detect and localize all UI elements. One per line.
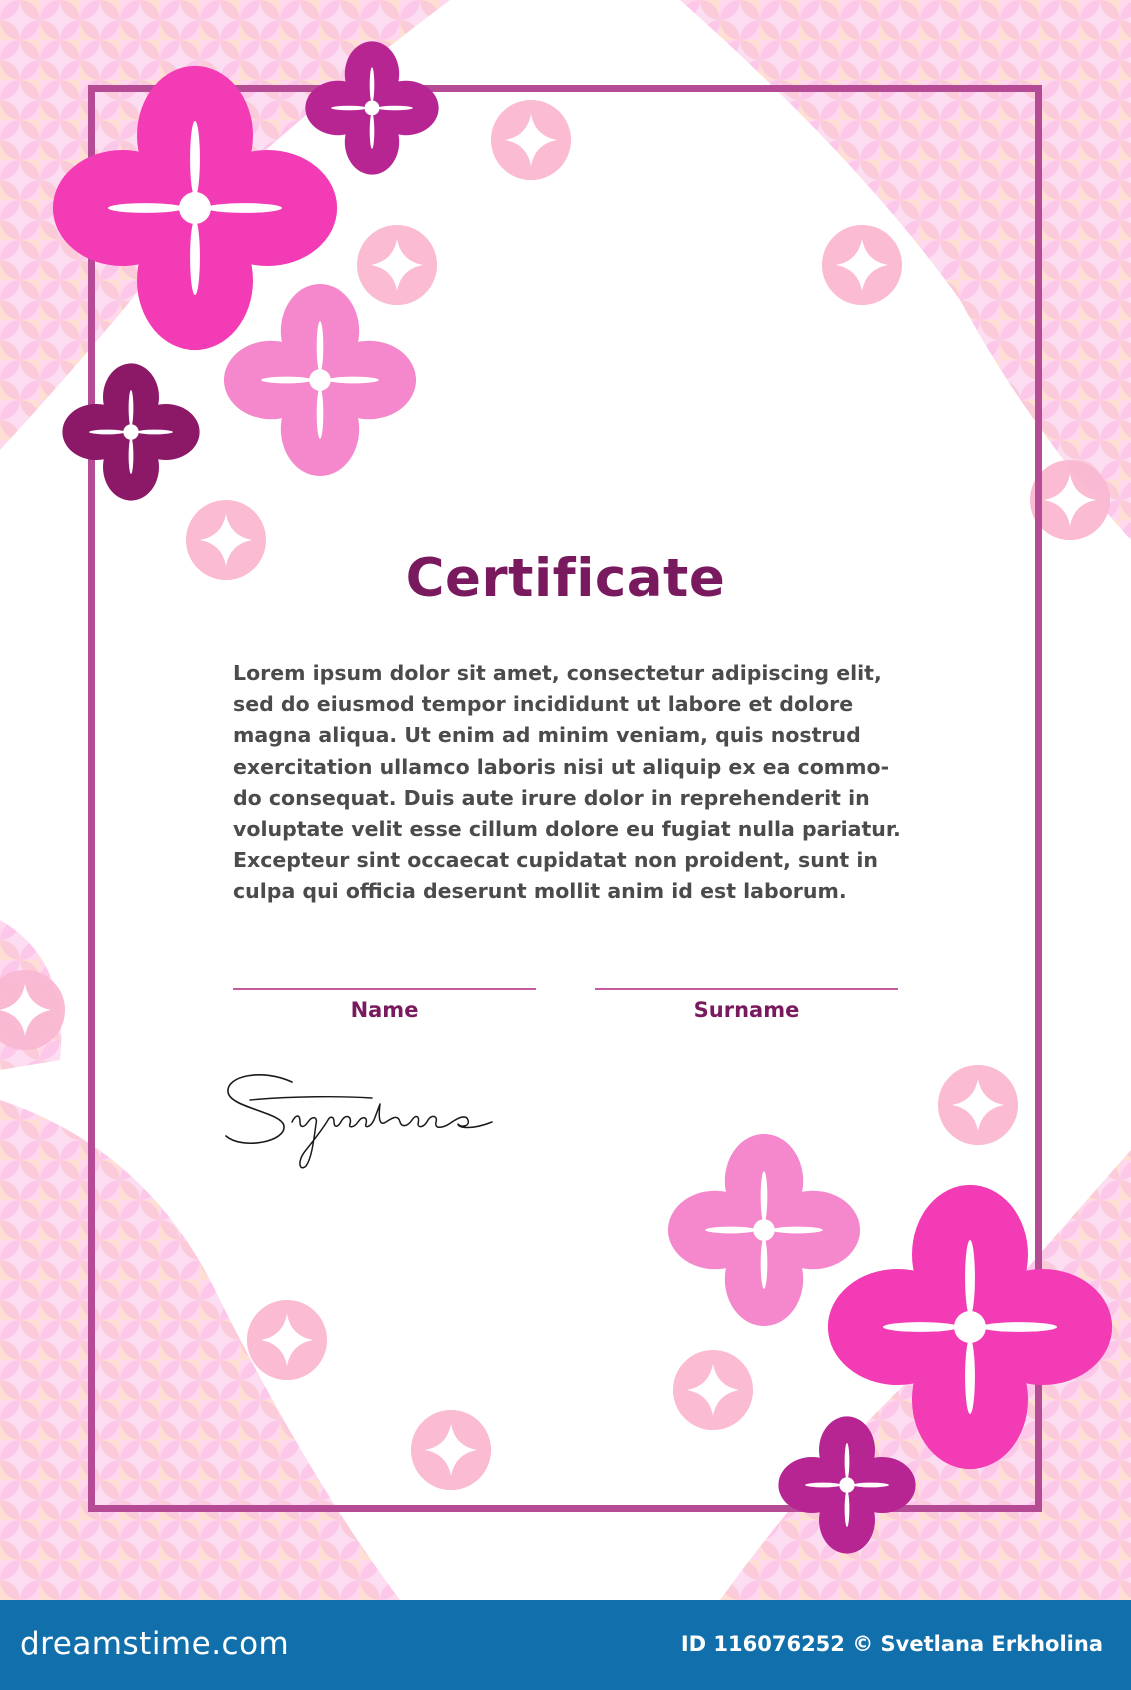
signature-handwriting [222, 1062, 512, 1172]
flower-icon [62, 363, 199, 500]
flower-icon [668, 1134, 860, 1326]
image-credit: ID 116076252 © Svetlana Erkholina [680, 1632, 1103, 1656]
body-line: do consequat. Duis aute irure dolor in reprehenderit in [233, 785, 870, 810]
body-line: culpa qui officia deserunt mollit anim id est laborum. [233, 879, 847, 904]
flower-icon [305, 41, 438, 174]
surname-line [595, 988, 898, 990]
name-line [233, 988, 536, 990]
body-line: Excepteur sint occaecat cupidatat non proident, sunt in [233, 848, 878, 873]
body-line: magna aliqua. Ut enim ad minim veniam, quis nostrud [233, 723, 861, 748]
site-logo[interactable]: dreamstime.com [20, 1626, 290, 1662]
certificate-title: Certificate [405, 548, 726, 609]
surname-label: Surname [693, 998, 800, 1022]
body-line: Lorem ipsum dolor sit amet, consectetur adipiscing elit, [233, 661, 882, 685]
flower-icon [224, 284, 416, 476]
body-line: exercitation ullamco laboris nisi ut aliquip ex ea commo- [233, 754, 890, 779]
footer-bar [0, 1600, 1131, 1690]
body-line: sed do eiusmod tempor incididunt ut labore et dolore [233, 692, 854, 717]
name-label: Name [350, 998, 419, 1022]
certificate-body [233, 658, 933, 908]
flower-icon [828, 1185, 1112, 1469]
flower-icon [778, 1416, 915, 1553]
body-line: voluptate velit esse cillum dolore eu fugiat nulla pariatur. [233, 817, 901, 842]
